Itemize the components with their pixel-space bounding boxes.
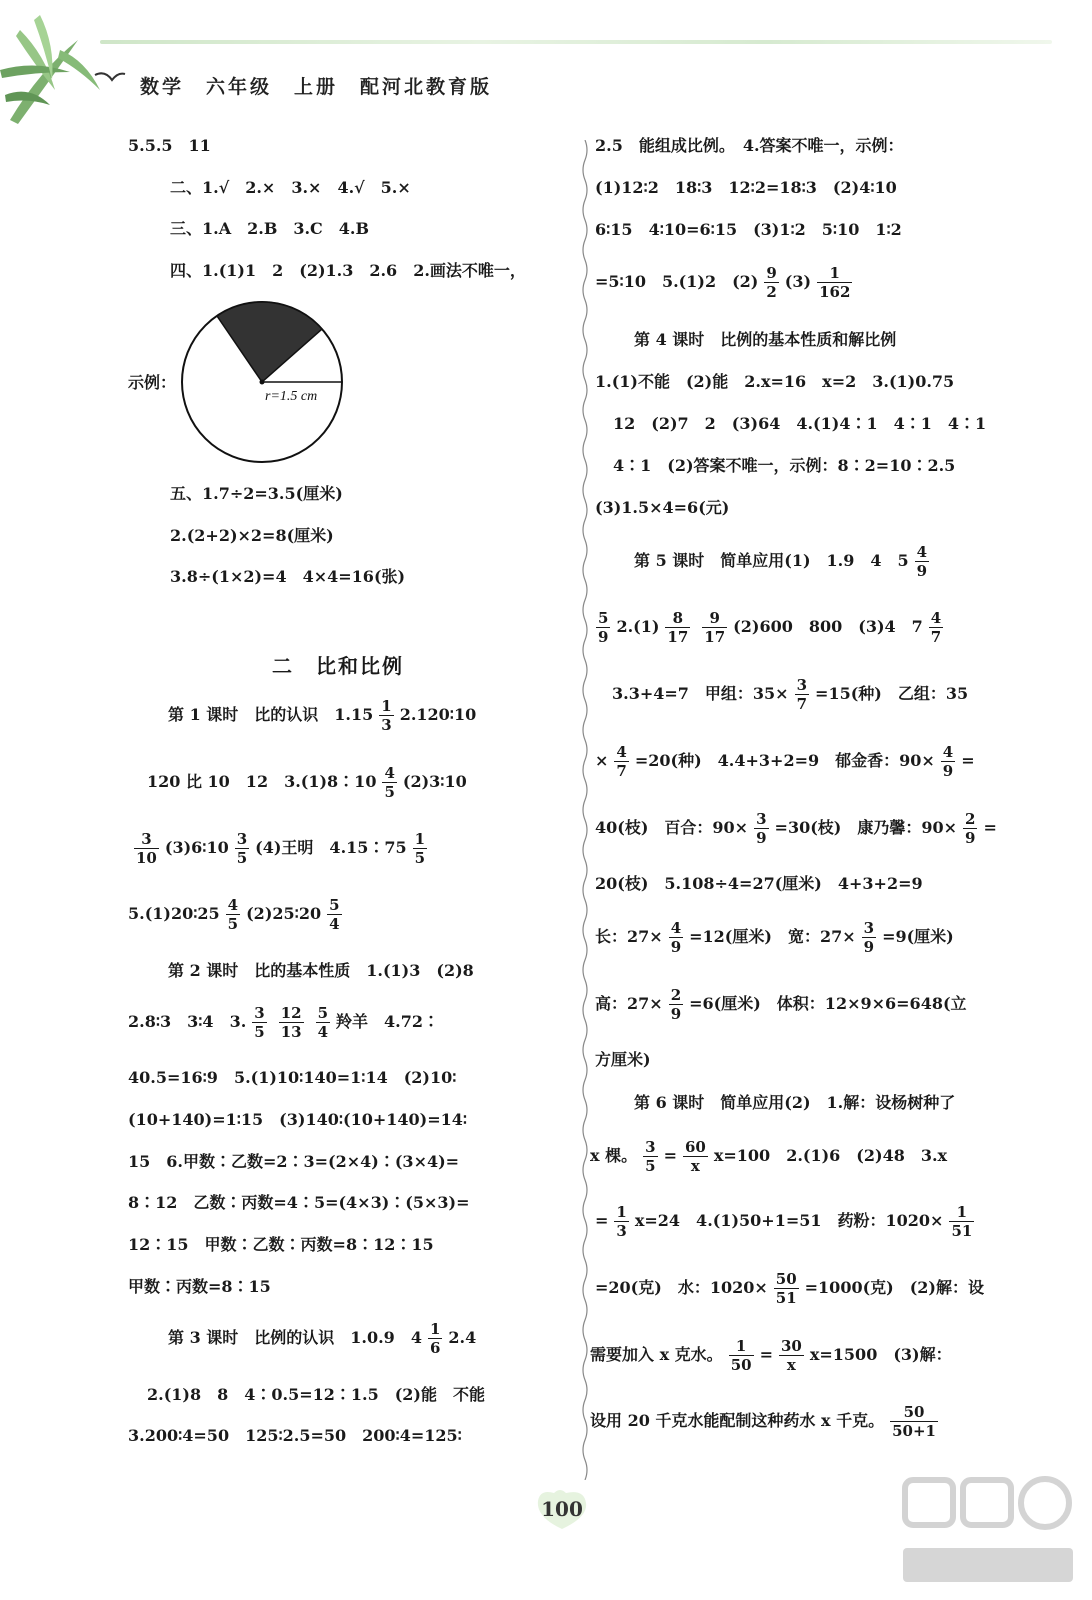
text-segment: x=1500 (3)解： [809,1345,952,1364]
fraction [614,743,628,780]
lesson-line: 第 6 课时 简单应用(2) 1.解：设杨树种了 [634,1093,956,1112]
text-segment: =20(克) 水：1020× [595,1278,768,1297]
fraction-numerator: 5 [329,896,340,914]
answer-line: 2.5 能组成比例。 4.答案不唯一，示例： [595,136,904,155]
fraction-numerator: 3 [254,1004,265,1022]
fraction [774,1270,799,1307]
fraction-denominator: 7 [930,628,942,646]
radius-label: r=1.5 cm [265,389,318,404]
fraction [929,609,943,646]
answer-line: 2.(2+2)×2=8(厘米) [170,526,334,545]
text-segment: 第 5 课时 简单应用(1) 1.9 4 5 [634,551,909,570]
fraction-denominator: 9 [756,829,767,847]
lesson-line [595,986,967,1023]
text-segment: 2.4 [448,1328,477,1347]
header-title: 数学 六年级 上册 配河北教育版 [140,76,493,98]
text-segment: =12(厘米) 宽：27× [689,927,856,946]
fraction-denominator: 3 [381,716,392,734]
fraction-denominator: 51 [951,1222,973,1240]
text-segment: (3)6∶10 [164,838,229,857]
fraction-denominator: 5 [227,915,239,933]
fraction [702,609,727,646]
fraction-denominator: 9 [965,829,976,847]
fraction [795,676,809,713]
fraction-denominator: 17 [667,628,689,646]
text-segment: 高：27× [595,994,663,1013]
fraction-denominator: 10 [136,849,157,867]
lesson-line [590,1138,947,1175]
fraction-denominator: 5 [414,849,426,867]
fraction-denominator: 51 [775,1289,797,1307]
fraction-numerator: 4 [916,543,928,561]
fraction-denominator: 4 [329,915,340,933]
fraction-denominator: 9 [916,562,928,580]
text-segment: =15(种) 乙组：35 [815,684,969,703]
fraction-numerator: 4 [616,743,627,761]
fraction-denominator: 162 [819,283,851,301]
fraction-denominator: 5 [254,1023,265,1041]
text-segment: × [595,751,609,770]
fraction-numerator: 2 [670,986,682,1004]
text-segment: = [983,818,997,837]
fraction-numerator: 1 [381,697,392,715]
fraction-denominator: 5 [645,1157,656,1175]
fraction-numerator: 1 [414,830,426,848]
answer-line: 二、1.√ 2.× 3.× 4.√ 5.× [170,178,411,197]
fraction-numerator: 4 [942,743,954,761]
lesson-line: 方厘米) [595,1050,651,1069]
lesson-line [128,896,348,933]
text-segment: 羚羊 4.72∶ [336,1012,440,1031]
fraction-numerator: 1 [949,1203,974,1222]
answer-line: 6∶15 4∶10=6∶15 (3)1∶2 5∶10 1∶2 [595,220,902,239]
fraction-denominator: 5 [236,849,248,867]
fraction-denominator: 13 [280,1023,302,1041]
fraction-numerator: 1 [817,264,852,283]
fraction-denominator: x [786,1356,796,1374]
lesson-line [590,1403,944,1440]
fraction-numerator: 3 [756,810,767,828]
text-segment: x=100 2.(1)6 (2)48 3.x [713,1146,948,1165]
fraction [890,1403,938,1440]
fraction-numerator: 50 [775,1270,797,1288]
fraction-numerator: 1 [729,1337,754,1356]
answer-line: 示例： [128,373,177,392]
lesson-line: 甲数∶丙数=8∶15 [128,1277,271,1296]
text-segment: (2)25∶20 [246,904,322,923]
fraction [665,609,690,646]
fraction-denominator: 9 [670,938,682,956]
column-divider [581,140,589,1480]
text-segment: (2)3∶10 [402,772,467,791]
fraction-denominator: 4 [317,1023,329,1041]
lesson-line: 4∶1 (2)答案不唯一，示例：8∶2=10∶2.5 [613,456,956,475]
fraction [413,830,427,867]
fraction-denominator: 9 [598,628,609,646]
fraction-numerator: 4 [670,919,682,937]
fraction-numerator: 3 [134,830,159,849]
fraction [949,1203,974,1240]
fraction [941,743,955,780]
lesson-line: 12 (2)7 2 (3)64 4.(1)4∶1 4∶1 4∶1 [613,414,987,433]
fraction-numerator: 4 [930,609,942,627]
fraction-numerator: 3 [863,919,875,937]
fraction-denominator: 6 [429,1339,441,1357]
fraction [729,1337,754,1374]
fraction-denominator: x [690,1157,700,1175]
fraction-denominator: 3 [616,1222,627,1240]
text-segment: 40(枝) 百合：90× [595,818,749,837]
fraction-denominator: 50+1 [892,1422,936,1440]
fraction [669,986,683,1023]
text-segment: =20(种) 4.4+3+2=9 郁金香：90× [634,751,935,770]
text-segment: =9(厘米) [882,927,954,946]
fraction [779,1337,804,1374]
text-segment: 第 1 课时 比的认识 1.15 [168,705,374,724]
lesson-line [595,743,975,780]
lesson-line: 12∶15 甲数∶乙数∶丙数=8∶12∶15 [128,1235,434,1254]
fraction-numerator: 9 [702,609,727,628]
fraction-numerator: 1 [616,1203,627,1221]
lesson-line: (10+140)=1∶15 (3)140∶(10+140)=14∶ [128,1110,468,1129]
lesson-line: 40.5=16∶9 5.(1)10∶140=1∶14 (2)10∶ [128,1068,457,1087]
lesson-line [595,810,997,847]
text-segment: 3.3+4=7 甲组：35× [612,684,789,703]
lesson-line: 第 2 课时 比的基本性质 1.(1)3 (2)8 [168,961,474,980]
fraction [817,264,852,301]
text-segment: 2.8∶3 3∶4 3. [128,1012,247,1031]
fraction [379,697,393,734]
fraction-numerator: 12 [280,1004,302,1022]
answer-line: 四、1.(1)1 2 (2)1.3 2.6 2.画法不唯一， [170,261,526,280]
text-segment: =1000(克) (2)解：设 [804,1278,984,1297]
answer-line: 五、1.7÷2=3.5(厘米) [170,484,343,503]
fraction [862,919,876,956]
fraction-numerator: 8 [665,609,690,628]
text-segment: 第 3 课时 比例的认识 1.0.9 4 [168,1328,422,1347]
fraction-denominator: 9 [863,938,875,956]
fraction-numerator: 30 [780,1337,802,1355]
lesson-line [634,543,935,580]
fraction-numerator: 5 [317,1004,329,1022]
answer-line: (1)12∶2 18∶3 12∶2=18∶3 (2)4∶10 [595,178,897,197]
lesson-line [590,1337,952,1374]
text-segment: (2)600 800 (3)4 7 [733,617,923,636]
section-title: 二 比和比例 [272,654,404,678]
answer-line [595,264,858,301]
text-segment: =6(厘米) 体积：12×9×6=648(立 [689,994,967,1013]
fraction-numerator: 4 [227,896,239,914]
fraction-denominator: 9 [670,1005,682,1023]
text-segment: =5∶10 5.(1)2 (2) [595,272,759,291]
lesson-line [168,697,476,734]
fraction [643,1138,657,1175]
fraction-denominator: 9 [942,762,954,780]
fraction [226,896,240,933]
fraction-numerator: 50 [890,1403,938,1422]
text-segment: = [663,1146,677,1165]
fraction-numerator: 9 [766,264,777,282]
fraction-numerator: 3 [796,676,808,694]
text-segment: = [961,751,975,770]
fraction [279,1004,304,1041]
text-segment: x 棵。 [590,1146,638,1165]
watermark-logo-icon [895,1470,1080,1590]
text-segment: 需要加入 x 克水。 [590,1345,723,1364]
fraction-numerator: 5 [598,609,609,627]
fraction [754,810,768,847]
lesson-line [595,1270,984,1307]
fraction [252,1004,266,1041]
lesson-line: 8∶12 乙数∶丙数=4∶5=(4×3)∶(5×3)= [128,1193,470,1212]
fraction-denominator: 17 [704,628,726,646]
text-segment: = [759,1345,773,1364]
answer-line: 5.5.5 11 [128,136,211,155]
fraction-denominator: 50 [730,1356,752,1374]
lesson-line: 20(枝) 5.108÷4=27(厘米) 4+3+2=9 [595,874,923,893]
fraction-denominator: 5 [384,783,395,801]
answer-line: 三、1.A 2.B 3.C 4.B [170,219,370,238]
lesson-line: 2.(1)8 8 4∶0.5=12∶1.5 (2)能 不能 [147,1385,485,1404]
fraction [915,543,929,580]
text-segment: 2.(1) [616,617,660,636]
lesson-line: 15 6.甲数∶乙数=2∶3=(2×4)∶(3×4)= [128,1152,460,1171]
text-segment: (3) [784,272,812,291]
fraction [428,1320,442,1357]
text-segment: =30(枝) 康乃馨：90× [774,818,958,837]
lesson-line [595,1203,980,1240]
circle-sector-figure [175,300,345,470]
text-segment: x=24 4.(1)50+1=51 药粉：1020× [634,1211,944,1230]
text-segment: (4)王明 4.15∶75 [255,838,407,857]
text-segment: 2.120∶10 [399,705,477,724]
lesson-line [168,1320,476,1357]
header-rule [100,40,1052,44]
fraction-numerator: 4 [384,764,395,782]
fraction [235,830,249,867]
lesson-line [147,764,467,801]
fraction [596,609,610,646]
lesson-line: 1.(1)不能 (2)能 2.x=16 x=2 3.(1)0.75 [595,372,955,391]
page-number: 100 [532,1487,592,1532]
fraction-numerator: 3 [236,830,248,848]
text-segment: 120 比 10 12 3.(1)8∶10 [147,772,377,791]
text-segment: 长：27× [595,927,663,946]
fraction-denominator: 7 [616,762,627,780]
fraction [382,764,396,801]
answer-line: 3.8÷(1×2)=4 4×4=16(张) [170,567,406,586]
fraction-denominator: 2 [766,283,777,301]
fraction-numerator: 1 [429,1320,441,1338]
lesson-line [128,1004,439,1041]
fraction [614,1203,628,1240]
fraction [683,1138,708,1175]
lesson-line [612,676,968,713]
fraction-denominator: 7 [796,695,808,713]
fraction [316,1004,330,1041]
lesson-title: 第 4 课时 比例的基本性质和解比例 [634,330,897,349]
fraction [134,830,159,867]
fraction [764,264,778,301]
fraction [669,919,683,956]
text-segment: = [595,1211,609,1230]
lesson-line [128,830,433,867]
fraction [327,896,341,933]
lesson-line: 3.200∶4=50 125∶2.5=50 200∶4=125∶ [128,1426,462,1445]
lesson-line: (3)1.5×4=6(元) [595,498,730,517]
fraction-numerator: 60 [684,1138,706,1156]
lesson-line [595,919,954,956]
fraction-numerator: 2 [965,810,976,828]
fraction-numerator: 3 [645,1138,656,1156]
fraction [963,810,977,847]
lesson-line [590,609,949,646]
text-segment: 5.(1)20∶25 [128,904,220,923]
text-segment: 设用 20 千克水能配制这种药水 x 千克。 [590,1411,885,1430]
bamboo-leaf-decoration-icon [0,10,130,130]
